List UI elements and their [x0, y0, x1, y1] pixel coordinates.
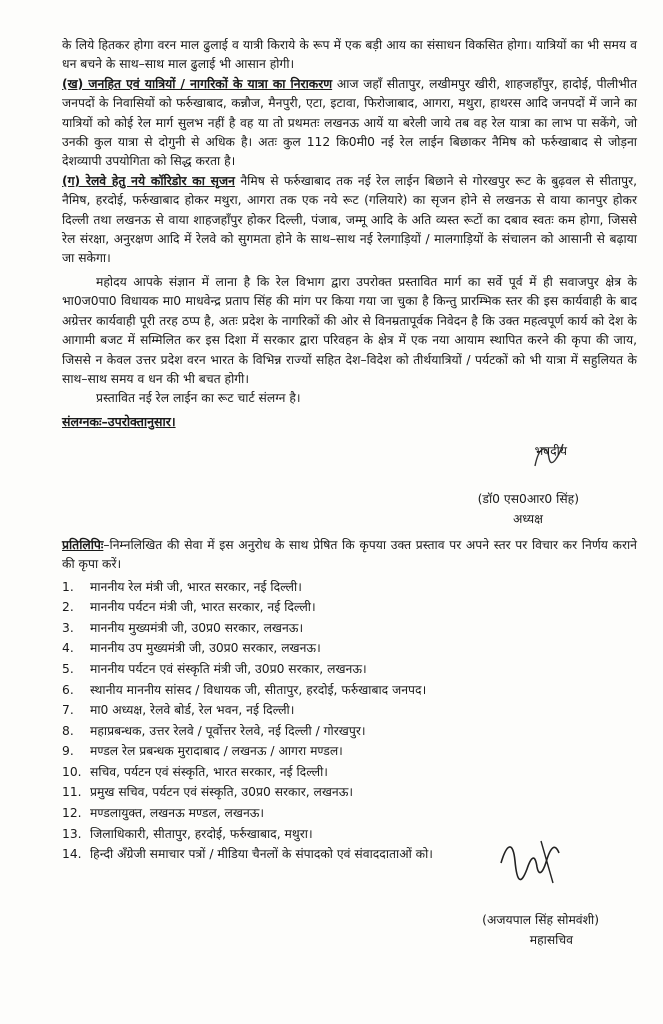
- copy-to-intro: [62, 536, 637, 575]
- list-item: 11. प्रमुख सचिव, पर्यटन एवं संस्कृति, उ0प्र0 सरकार, लखनऊ।: [62, 785, 354, 800]
- section-b: [62, 75, 637, 172]
- list-item: 8. महाप्रबन्धक, उत्तर रेलवे / पूर्वोत्तर रेलवे, नई दिल्ली / गोरखपुर।: [62, 723, 366, 738]
- list-item: 9. मण्डल रेल प्रबन्धक मुरादाबाद / लखनऊ / आगरा मण्डल।: [62, 744, 343, 759]
- handwritten-signature-icon: [497, 833, 567, 893]
- list-item: 12. मण्डलायुक्त, लखनऊ मण्डल, लखनऊ।: [62, 806, 265, 821]
- list-item: 2. माननीय पर्यटन मंत्री जी, भारत सरकार, नई दिल्ली।: [62, 600, 316, 615]
- section-c-text: नैमिष से फर्रुखाबाद तक नई रेल लाईन बिछाने से गोरखपुर रूट के बुढ़वल से सीतापुर, नैमिष, हरदोई, फर्रुखाबाद होकर मथुरा, आगरा तक एक नये रूट (गलियारे) का सृजन होने से लखनऊ से वाया कानपुर होकर दिल्ली तथा लखनऊ से वाया शाहजहाँपुर होकर दिल्ली, पंजाब, जम्मू आदि के अति व्यस्त रूटों का दबाव स्वतः कम होगा, जिससे रेल संरक्षा, अनुरक्षण आदि में रेलवे को सुगमता होने के साथ–साथ नई रेलगाड़ियों / मालगाड़ियों के संचालन को आसानी से बढ़ाया जा सकेगा।: [62, 173, 638, 266]
- list-item: 1. माननीय रेल मंत्री जी, भारत सरकार, नई दिल्ली।: [62, 579, 302, 594]
- list-item: 6. स्थानीय माननीय सांसद / विधायक जी, सीतापुर, हरदोई, फर्रुखाबाद जनपद।: [62, 682, 427, 697]
- signature-block-secretary: [62, 865, 637, 975]
- signature-block-president: [62, 430, 637, 536]
- list-item: 13. जिलाधिकारी, सीतापुर, हरदोई, फर्रुखाबाद, मथुरा।: [62, 826, 313, 841]
- signature-closing: भवदीय: [534, 443, 567, 458]
- list-item: 4. माननीय उप मुख्यमंत्री जी, उ0प्र0 सरकार, लखनऊ।: [62, 641, 321, 656]
- section-c: [62, 172, 637, 269]
- signatory-name: (डॉ0 एस0आर0 सिंह): [477, 491, 579, 506]
- list-item: 10. सचिव, पर्यटन एवं संस्कृति, भारत सरकार, नई दिल्ली।: [62, 764, 328, 779]
- section-b-text: आज जहाँ सीतापुर, लखीमपुर खीरी, शाहजहाँपुर, हादोई, पीलीभीत जनपदों के निवासियों को फर्रुखाबाद, कन्नौज, मैनपुरी, एटा, इटावा, फिरोजाबाद, आगरा, मथुरा, हाथरस आदि जनपदों में जाने का यात्रियों को कोई रेल मार्ग सुलभ नहीं है वह या तो प्रथमतः लखनऊ आयें या बरेली जाये तब वह रेल यात्रा का लाभ पा सकेंगे, जो उनकी कुल यात्रा से दोगुनी से अधिक है। अतः कुल 112 कि0मी0 नई रेल लाईन बिछाकर नैमिष को फर्रुखाबाद से जोड़ना देशव्यापी उपयोगिता को सिद्ध करता है।: [62, 76, 637, 169]
- list-item: 5. माननीय पर्यटन एवं संस्कृति मंत्री जी, उ0प्र0 सरकार, लखनऊ।: [62, 661, 367, 676]
- copy-to-text: –निम्नलिखित की सेवा में इस अनुरोध के साथ प्रेषित कि कृपया उक्त प्रस्ताव पर अपने स्तर पर विचार कर निर्णय कराने की कृपा करें।: [62, 537, 637, 572]
- list-item: 3. माननीय मुख्यमंत्री जी, उ0प्र0 सरकार, लखनऊ।: [62, 620, 304, 635]
- copy-to-label: प्रतिलिपिः: [62, 537, 104, 552]
- list-item: 14. हिन्दी अँग्रेजी समाचार पत्रों / मीडिया चैनलों के संपादको एवं संवाददाताओं को।: [62, 847, 433, 862]
- secretary-title: महासचिव: [529, 932, 573, 947]
- secretary-name: (अजयपाल सिंह सोमवंशी): [482, 912, 599, 927]
- paragraph-request: महोदय आपके संज्ञान में लाना है कि रेल विभाग द्वारा उपरोक्त प्रस्तावित मार्ग का सर्वे पूर्व में ही सवाजपुर क्षेत्र के भा0ज0पा0 विधायक मा0 माधवेन्द्र प्रताप सिंह की मांग पर किया गया जा चुका है किन्तु प्रारम्भिक स्तर की इस कार्यवाही के बाद अग्रेत्तर कार्यवाही पूरी तरह ठप्प है, अतः प्रदेश के नागरिकों की ओर से विनम्रतापूर्वक निवेदन है कि उक्त महत्वपूर्ण कार्य को देश के आगामी बजट में सम्मिलित कर इस दिशा में सरकार द्वारा परिवहन के क्षेत्र में एक नया आयाम स्थापित करने की कृपा की जाय, जिससे न केवल उत्तर प्रदेश वरन भारत के विभिन्न राज्यों सहित देश–विदेश को तीर्थयात्रियों / पर्यटकों को भी यात्रा में सहुलियत के साथ–साथ समय व धन की भी बचत होगी।: [62, 274, 637, 386]
- signatory-title: अध्यक्ष: [513, 511, 543, 526]
- section-b-heading: (ख) जनहित एवं यात्रियों / नागरिकों के यात्रा का निराकरण: [62, 76, 333, 91]
- paragraph-route-chart: प्रस्तावित नई रेल लाईन का रूट चार्ट संलग्न है।: [96, 391, 301, 406]
- enclosure-note: संलग्नकः–उपरोक्तानुसार।: [62, 413, 176, 429]
- copy-recipient-list: [62, 577, 637, 865]
- section-c-heading: (ग) रेलवे हेतु नये कॉरिडोर का सृजन: [62, 173, 235, 188]
- paragraph-intro: के लिये हितकर होगा वरन माल ढुलाई व यात्री किराये के रूप में एक बड़ी आय का संसाधन विकसित होगा। यात्रियों का भी समय व धन बचने के साथ–साथ माल ढुलाई भी आसान होगी।: [62, 38, 637, 72]
- list-item: 7. मा0 अध्यक्ष, रेलवे बोर्ड, रेल भवन, नई दिल्ली।: [62, 703, 295, 718]
